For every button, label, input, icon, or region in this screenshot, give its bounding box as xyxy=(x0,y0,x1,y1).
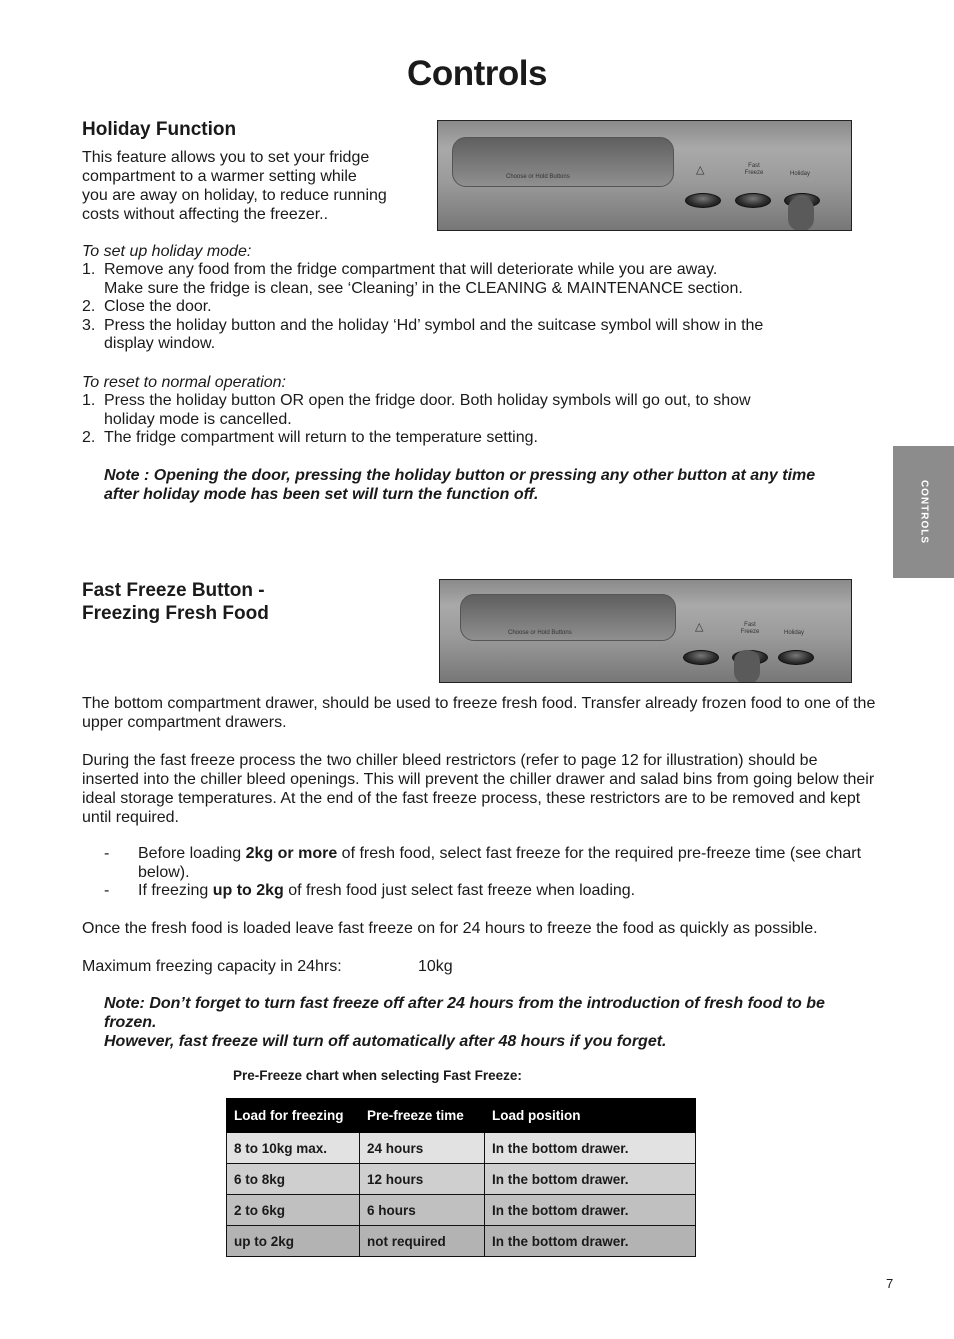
fast-freeze-para2: During the fast freeze process the two chiller bleed restrictors (refer to page 12 for illustration) should be inserted into the chiller bleed openings. This will prevent the chiller drawer and salad bins from going below their ideal storage temperatures. At the end of the fast freeze process, these restrictors are to be removed and kept until required. xyxy=(82,752,875,826)
list-item xyxy=(82,261,872,298)
fast-freeze-para3: Once the fresh food is loaded leave fast freeze on for 24 hours to freeze the food as quickly as possible. xyxy=(82,920,818,937)
table-cell: 2 to 6kg xyxy=(227,1195,360,1226)
setup-label: To set up holiday mode: xyxy=(82,243,252,260)
table-cell: not required xyxy=(360,1226,485,1257)
table-cell: up to 2kg xyxy=(227,1226,360,1257)
holiday-intro xyxy=(82,148,427,224)
table-row xyxy=(227,1133,696,1164)
table-caption: Pre-Freeze chart when selecting Fast Freeze: xyxy=(233,1068,522,1083)
fast-freeze-label: Fast Freeze xyxy=(740,622,760,635)
step-text: The fridge compartment will return to the temperature setting. xyxy=(104,429,538,447)
bullet-bold: up to 2kg xyxy=(212,882,284,900)
pre-freeze-table xyxy=(226,1098,696,1257)
bullet-text: If freezing xyxy=(138,882,213,900)
table-cell: 24 hours xyxy=(360,1133,485,1164)
table-cell: 12 hours xyxy=(360,1164,485,1195)
finger xyxy=(734,650,760,683)
step-text: holiday mode is cancelled. xyxy=(104,410,292,428)
list-item xyxy=(82,882,872,901)
step-text: display window. xyxy=(104,335,216,353)
bullet-text: of fresh food, select fast freeze for the required pre-freeze time (see chart below). xyxy=(138,845,862,881)
setup-steps xyxy=(82,261,872,354)
fast-freeze-para1: The bottom compartment drawer, should be used to freeze fresh food. Transfer already frozen food to one of the upper compartment drawers. xyxy=(82,695,876,731)
step-number: 3. xyxy=(82,316,96,334)
step-number: 2. xyxy=(82,298,96,316)
bullet-text: Before loading xyxy=(138,845,246,862)
note-line: frozen. xyxy=(104,1014,157,1031)
table-cell: In the bottom drawer. xyxy=(485,1133,696,1164)
table-cell: 6 to 8kg xyxy=(227,1164,360,1195)
heading-line: Freezing Fresh Food xyxy=(82,603,269,624)
control-panel-photo-holiday xyxy=(437,120,852,231)
table-row xyxy=(227,1164,696,1195)
display-caption: Choose or Hold Buttons xyxy=(508,630,572,636)
reset-label: To reset to normal operation: xyxy=(82,374,286,391)
table-header-row xyxy=(227,1099,696,1133)
list-item xyxy=(82,429,872,448)
capacity-label: Maximum freezing capacity in 24hrs: xyxy=(82,958,342,975)
bullet-text: of fresh food just select fast freeze when loading. xyxy=(283,882,636,900)
fast-freeze-label: Fast Freeze xyxy=(744,163,764,176)
table-cell: 6 hours xyxy=(360,1195,485,1226)
table-cell: In the bottom drawer. xyxy=(485,1164,696,1195)
holiday-button xyxy=(778,650,814,665)
step-number: 1. xyxy=(82,392,96,409)
page-number: 7 xyxy=(886,1276,894,1291)
table-row xyxy=(227,1195,696,1226)
note-line: Note : Opening the door, pressing the holiday button or pressing any other button at any time xyxy=(104,467,816,484)
finger xyxy=(788,197,814,231)
display-caption: Choose or Hold Buttons xyxy=(506,174,570,180)
holiday-intro-line: you are away on holiday, to reduce running xyxy=(82,187,387,204)
page-title: Controls xyxy=(407,54,547,93)
light-button xyxy=(685,193,721,208)
capacity-value: 10kg xyxy=(418,958,453,975)
holiday-label: Holiday xyxy=(790,171,811,177)
step-text: Press the holiday button OR open the fridge door. Both holiday symbols will go out, to show xyxy=(104,392,751,409)
control-panel-photo-fast-freeze xyxy=(439,579,852,683)
note-line: However, fast freeze will turn off automatically after 48 hours if you forget. xyxy=(104,1033,667,1050)
heading-line: Fast Freeze Button - xyxy=(82,580,265,601)
table-row xyxy=(227,1226,696,1257)
step-text: Close the door. xyxy=(104,298,212,316)
bulb-icon: △ xyxy=(695,621,704,633)
step-text: Remove any food from the fridge compartment that will deteriorate while you are away. xyxy=(104,261,718,278)
step-text: Press the holiday button and the holiday ‘Hd’ symbol and the suitcase symbol will show in the xyxy=(104,316,764,334)
bullet-bold: 2kg or more xyxy=(245,845,338,862)
step-text: Make sure the fridge is clean, see ‘Cleaning’ in the CLEANING & MAINTENANCE section. xyxy=(104,279,743,297)
holiday-intro-line: This feature allows you to set your fridge xyxy=(82,149,370,166)
fast-freeze-heading xyxy=(82,579,269,625)
column-header: Load position xyxy=(485,1099,696,1133)
column-header: Load for freezing xyxy=(227,1099,360,1133)
holiday-label: Holiday xyxy=(784,630,805,636)
bullet-dash: - xyxy=(104,882,110,900)
bulb-icon: △ xyxy=(696,164,705,176)
bullet-dash: - xyxy=(104,845,110,862)
list-item xyxy=(82,845,872,882)
holiday-intro-line: compartment to a warmer setting while xyxy=(82,168,357,185)
fast-freeze-note xyxy=(104,994,884,1051)
note-line: Note: Don’t forget to turn fast freeze off after 24 hours from the introduction of fresh food to be xyxy=(104,995,825,1012)
table-cell: In the bottom drawer. xyxy=(485,1226,696,1257)
reset-steps xyxy=(82,392,872,448)
list-item xyxy=(82,392,872,429)
holiday-note xyxy=(104,466,874,504)
light-button xyxy=(683,650,719,665)
note-line: after holiday mode has been set will turn the function off. xyxy=(104,486,539,503)
fast-freeze-bullets xyxy=(82,845,872,901)
table-cell: In the bottom drawer. xyxy=(485,1195,696,1226)
table-cell: 8 to 10kg max. xyxy=(227,1133,360,1164)
side-tab-label: CONTROLS xyxy=(918,479,929,545)
step-number: 1. xyxy=(82,261,96,278)
holiday-heading: Holiday Function xyxy=(82,119,237,140)
holiday-intro-line: costs without affecting the freezer.. xyxy=(82,206,329,223)
list-item xyxy=(82,298,872,317)
step-number: 2. xyxy=(82,429,96,447)
fast-freeze-button xyxy=(735,193,771,208)
list-item xyxy=(82,317,872,354)
section-side-tab xyxy=(893,446,954,578)
column-header: Pre-freeze time xyxy=(360,1099,485,1133)
